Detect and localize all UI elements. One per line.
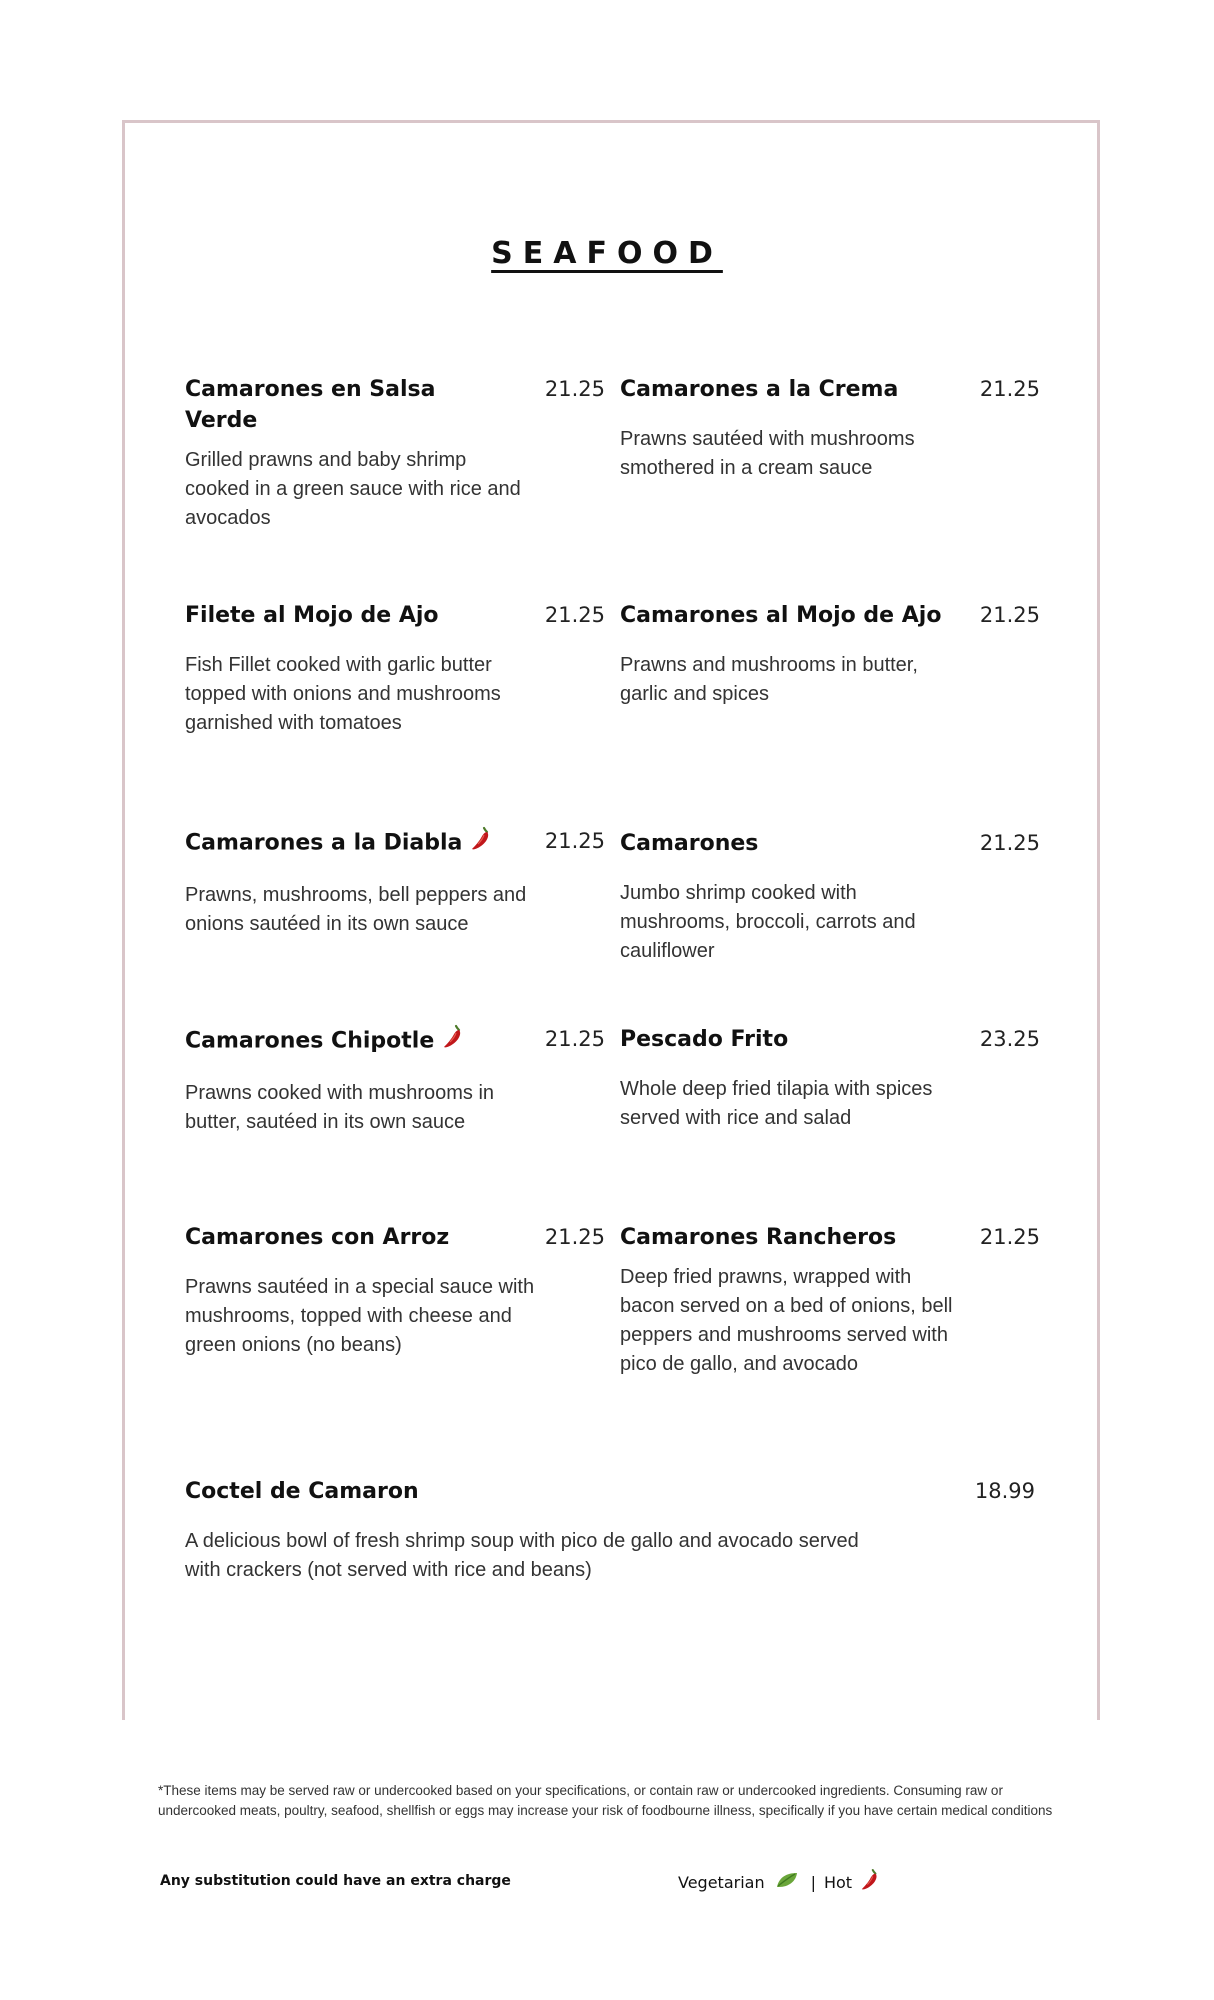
item-description: Prawns sautéed in a special sauce with mushrooms, topped with cheese and green onions (no beans): [185, 1276, 535, 1356]
item-description: Deep fried prawns, wrapped with bacon served on a bed of onions, bell peppers and mushrooms served with pico de gallo, and avocado: [620, 1266, 953, 1375]
item-name: Coctel de Camaron: [185, 1479, 419, 1504]
item-price: 23.25: [979, 1027, 1040, 1051]
legend-vegetarian-label: Vegetarian: [678, 1872, 765, 1892]
item-name: Camarones con Arroz: [185, 1225, 450, 1250]
menu-item: [185, 374, 605, 533]
item-description: Grilled prawns and baby shrimp cooked in a green sauce with rice and avocados: [185, 449, 521, 529]
item-name: Pescado Frito: [620, 1027, 789, 1052]
menu-item: [185, 1024, 605, 1137]
item-price: 18.99: [974, 1479, 1035, 1503]
item-price: 21.25: [979, 603, 1040, 627]
chili-pepper-icon: [442, 1024, 464, 1059]
menu-item: [620, 1024, 1040, 1133]
item-name-with-icon: [185, 1024, 464, 1059]
item-price: 21.25: [979, 831, 1040, 855]
section-title: SEAFOOD: [491, 236, 723, 271]
icon-legend: [678, 1868, 880, 1896]
leaf-icon: [775, 1871, 799, 1893]
menu-item: [185, 1476, 1035, 1585]
chili-pepper-icon: [860, 1868, 880, 1896]
item-description: Jumbo shrimp cooked with mushrooms, broccoli, carrots and cauliflower: [620, 882, 916, 962]
menu-item: [185, 826, 605, 939]
item-description: Fish Fillet cooked with garlic butter topped with onions and mushrooms garnished with tomatoes: [185, 654, 501, 734]
item-name: Filete al Mojo de Ajo: [185, 603, 439, 628]
item-price: 21.25: [979, 1225, 1040, 1249]
item-price: 21.25: [544, 1027, 605, 1051]
item-price: 21.25: [544, 829, 605, 853]
item-description: Prawns, mushrooms, bell peppers and onions sautéed in its own sauce: [185, 884, 527, 935]
item-price: 21.25: [544, 603, 605, 627]
item-name-with-icon: [185, 826, 492, 861]
item-price: 21.25: [544, 1225, 605, 1249]
item-name: Camarones al Mojo de Ajo: [620, 603, 942, 628]
chili-pepper-icon: [470, 826, 492, 861]
item-description: Prawns cooked with mushrooms in butter, sautéed in its own sauce: [185, 1082, 495, 1133]
item-description: Prawns and mushrooms in butter, garlic and spices: [620, 654, 918, 705]
item-name: Camarones Chipotle: [185, 1028, 435, 1054]
substitution-note: Any substitution could have an extra charge: [160, 1873, 511, 1889]
menu-item: [185, 600, 605, 738]
menu-item: [620, 600, 1040, 709]
item-name: Camarones Rancheros: [620, 1225, 897, 1250]
menu-item: [185, 1222, 605, 1360]
item-name: Camarones: [620, 831, 759, 856]
item-price: 21.25: [544, 377, 605, 401]
menu-item: [620, 828, 1040, 966]
item-price: 21.25: [979, 377, 1040, 401]
menu-item: [620, 1222, 1040, 1379]
legend-hot-label: Hot: [823, 1872, 853, 1892]
disclaimer-text: *These items may be served raw or undercooked based on your specifications, or contain raw or undercooked ingredients. Consuming raw or undercooked meats, poultry, seafood, shellfish or eggs may increase your risk of foodbourne illness, specifically if you have certain medical conditions: [158, 1783, 1053, 1818]
legend-separator: |: [810, 1872, 816, 1892]
menu-item: [620, 374, 1040, 483]
item-name: Camarones a la Crema: [620, 377, 899, 402]
item-description: Prawns sautéed with mushrooms smothered in a cream sauce: [620, 428, 915, 479]
item-description: A delicious bowl of fresh shrimp soup with pico de gallo and avocado served with crackers (not served with rice and beans): [185, 1530, 859, 1581]
item-name: Camarones en Salsa Verde: [185, 377, 436, 433]
item-description: Whole deep fried tilapia with spices served with rice and salad: [620, 1078, 933, 1129]
item-name: Camarones a la Diabla: [185, 830, 463, 856]
